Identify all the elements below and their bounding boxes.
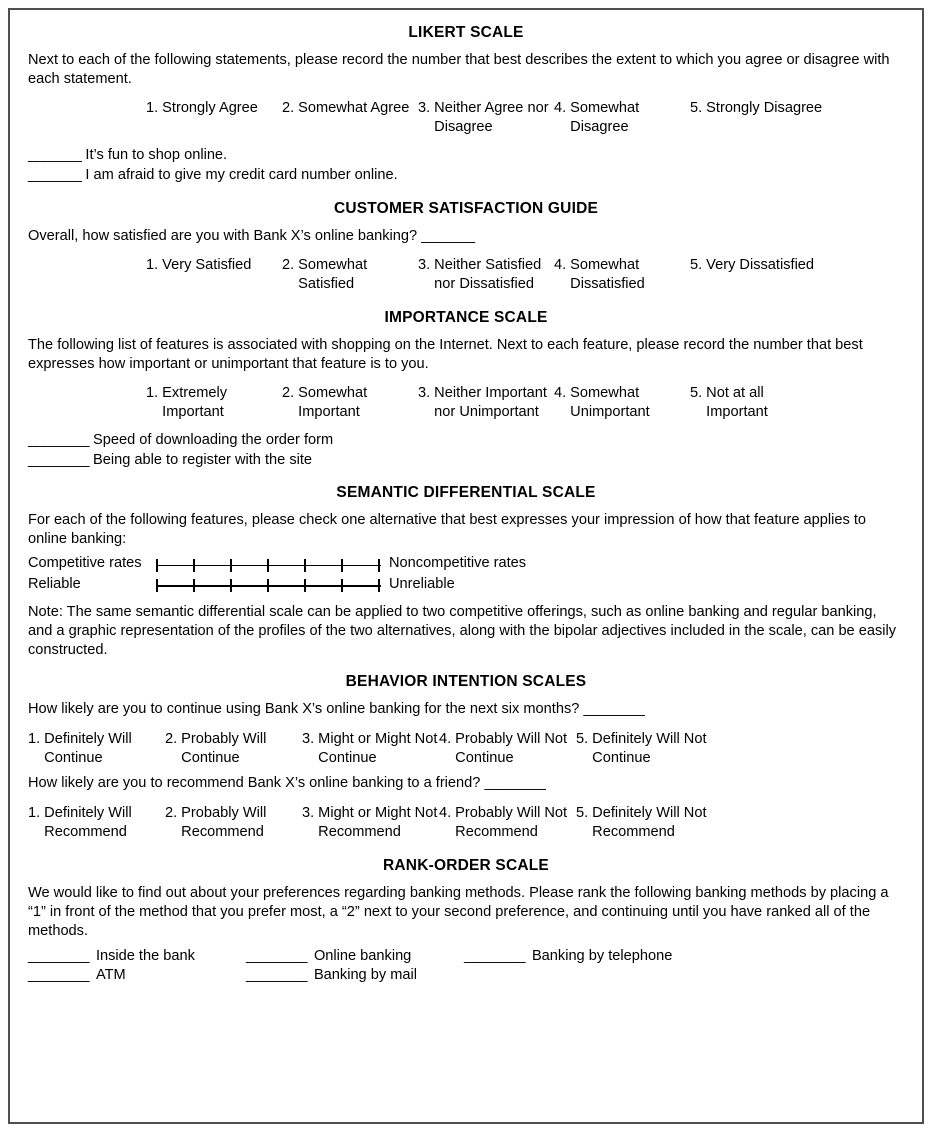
likert-anchor-5-number: 5. [690, 99, 703, 116]
satisfaction-anchor-4 [554, 256, 690, 295]
importance-anchor-row [28, 384, 904, 423]
importance-anchor-1-number: 1. [146, 384, 159, 401]
rank-item-5-label: Banking by mail [313, 967, 417, 984]
likert-anchor-3-number: 3. [418, 99, 431, 116]
survey-form-frame [8, 8, 924, 1124]
satisfaction-anchor-4-label: Somewhat Dissatisfied [570, 256, 645, 293]
rank-row-2 [28, 966, 904, 986]
rank-item-banking-by-mail [246, 966, 464, 986]
likert-item-2 [28, 166, 904, 185]
rank-item-4-blank[interactable]: ________ [28, 967, 89, 984]
likert-anchor-3 [418, 99, 554, 138]
rank-item-banking-by-telephone [464, 947, 682, 967]
semantic-note: Note: The same semantic differential scale can be applied to two competitive offerings, such as online banking and regular banking, and a graphic representation of the profiles of the two alternatives, along with the bipolar adjectives included in the scale, can be easily constructed. [28, 604, 897, 659]
behavior-question-1 [28, 700, 904, 719]
semantic-tick-2[interactable] [193, 559, 195, 572]
behavior-2-anchor-5-label: Definitely Will Not Recommend [592, 804, 707, 841]
likert-anchor-row [28, 99, 904, 138]
importance-anchor-5-label: Not at all Important [706, 384, 768, 421]
satisfaction-anchor-2 [282, 256, 418, 295]
rank-item-atm [28, 966, 246, 986]
section-title-satisfaction: CUSTOMER SATISFACTION GUIDE [333, 199, 599, 217]
semantic-pair-1-right-label: Noncompetitive rates [389, 555, 527, 572]
behavior-anchor-row-2 [28, 804, 904, 843]
behavior-1-anchor-1-number: 1. [28, 730, 41, 747]
importance-anchor-1-label: Extremely Important [162, 384, 228, 421]
satisfaction-question [28, 227, 904, 246]
section-title-rank: RANK-ORDER SCALE [383, 856, 549, 874]
likert-item-1-label: It’s fun to shop online. [85, 146, 228, 163]
rank-item-3-blank[interactable]: ________ [464, 947, 525, 964]
satisfaction-answer-blank[interactable]: _______ [421, 227, 475, 244]
satisfaction-anchor-3-label: Neither Satisfied nor Dissatisfied [434, 256, 542, 293]
importance-anchor-4-label: Somewhat Unimportant [570, 384, 650, 421]
semantic-tick-7[interactable] [378, 579, 380, 592]
importance-item-1-label: Speed of downloading the order form [93, 431, 334, 448]
behavior-2-anchor-4-label: Probably Will Not Recommend [455, 804, 568, 841]
likert-anchor-4 [554, 99, 690, 138]
likert-item-1 [28, 146, 904, 165]
behavior-1-anchor-1 [28, 730, 165, 769]
behavior-2-anchor-2-label: Probably Will Recommend [181, 804, 267, 841]
semantic-pair-1-left-label: Competitive rates [28, 555, 142, 572]
behavior-1-anchor-2-label: Probably Will Continue [181, 730, 267, 766]
satisfaction-question-text: Overall, how satisfied are you with Bank X’s online banking? [28, 227, 418, 244]
likert-item-1-blank[interactable]: _______ [28, 146, 82, 163]
semantic-instructions: For each of the following features, please check one alternative that best expresses your impression of how that feature applies to online banking: [28, 512, 866, 548]
semantic-tick-3[interactable] [230, 559, 232, 572]
behavior-1-anchor-5-label: Definitely Will Not Continue [592, 730, 707, 766]
importance-item-2-label: Being able to register with the site [93, 451, 313, 468]
behavior-1-anchor-3-label: Might or Might Not Continue [318, 730, 438, 766]
semantic-tick-2[interactable] [193, 579, 195, 592]
rank-item-2-label: Online banking [313, 947, 412, 964]
likert-anchor-2 [282, 99, 418, 138]
behavior-2-anchor-4-number: 4. [439, 804, 452, 821]
satisfaction-anchor-2-number: 2. [282, 256, 295, 273]
likert-item-2-blank[interactable]: _______ [28, 167, 82, 184]
behavior-1-anchor-3 [302, 730, 439, 769]
semantic-tick-6[interactable] [341, 559, 343, 572]
importance-instructions: The following list of features is associated with shopping on the Internet. Next to each feature, please record the number that best expresses how important or unimportant that feature is to you. [28, 336, 863, 372]
rank-item-4-label: ATM [95, 967, 126, 984]
importance-anchor-3-label: Neither Important nor Unimportant [434, 384, 547, 421]
behavior-1-anchor-5-number: 5. [576, 730, 589, 747]
importance-item-1 [28, 431, 904, 450]
behavior-1-anchor-4 [439, 730, 576, 769]
likert-item-2-label: I am afraid to give my credit card number online. [85, 167, 398, 184]
behavior-1-anchor-3-number: 3. [302, 730, 315, 747]
behavior-2-anchor-2-number: 2. [165, 804, 178, 821]
semantic-pair-2-scale[interactable] [156, 577, 381, 592]
rank-item-online-banking [246, 947, 464, 967]
behavior-1-anchor-2 [165, 730, 302, 769]
likert-anchor-5 [690, 99, 826, 138]
behavior-question-2-blank[interactable]: ________ [484, 775, 546, 792]
behavior-2-anchor-3-label: Might or Might Not Recommend [318, 804, 438, 841]
behavior-question-2-text: How likely are you to recommend Bank X’s online banking to a friend? [28, 775, 481, 792]
semantic-pair-1 [28, 555, 904, 573]
semantic-tick-5[interactable] [304, 559, 306, 572]
semantic-pair-1-scale[interactable] [156, 557, 381, 572]
likert-anchor-3-label: Neither Agree nor Disagree [434, 99, 549, 136]
importance-anchor-4-number: 4. [554, 384, 567, 401]
rank-item-1-blank[interactable]: ________ [28, 947, 89, 964]
likert-instructions: Next to each of the following statements, please record the number that best describes the extent to which you agree or disagree with each statement. [28, 52, 890, 87]
semantic-pair-2-right-label: Unreliable [389, 575, 455, 592]
likert-item-list [28, 146, 904, 186]
satisfaction-anchor-1-label: Very Satisfied [162, 256, 252, 273]
section-title-likert: LIKERT SCALE [408, 24, 524, 41]
semantic-tick-1[interactable] [156, 579, 158, 592]
rank-item-2-blank[interactable]: ________ [246, 947, 307, 964]
rank-instructions: We would like to find out about your preferences regarding banking methods. Please rank the following banking methods by placing a “1” in front of the method that you prefer most, a “2” next to your second preference, and continuing until you have ranked all of the methods. [28, 884, 889, 939]
importance-item-2 [28, 451, 904, 470]
behavior-2-anchor-3 [302, 804, 439, 843]
likert-anchor-1-label: Strongly Agree [162, 99, 258, 116]
behavior-2-anchor-2 [165, 804, 302, 843]
section-title-importance: IMPORTANCE SCALE [384, 308, 548, 326]
importance-anchor-2-label: Somewhat Important [298, 384, 368, 421]
importance-anchor-1 [146, 384, 282, 423]
semantic-tick-3[interactable] [230, 579, 232, 592]
semantic-tick-4[interactable] [267, 559, 269, 572]
satisfaction-anchor-1 [146, 256, 282, 295]
rank-item-5-blank[interactable]: ________ [246, 967, 307, 984]
behavior-2-anchor-5-number: 5. [576, 804, 589, 821]
semantic-tick-4[interactable] [267, 579, 269, 592]
rank-item-inside-the-bank [28, 947, 246, 967]
behavior-2-anchor-1-number: 1. [28, 804, 41, 821]
semantic-tick-5[interactable] [304, 579, 306, 592]
behavior-2-anchor-5 [576, 804, 713, 843]
importance-item-2-blank[interactable]: ________ [28, 451, 89, 468]
importance-anchor-3-number: 3. [418, 384, 431, 401]
importance-anchor-5-number: 5. [690, 384, 703, 401]
behavior-1-anchor-2-number: 2. [165, 730, 178, 747]
rank-item-1-label: Inside the bank [95, 947, 195, 964]
behavior-question-1-blank[interactable]: ________ [583, 701, 645, 718]
behavior-2-anchor-4 [439, 804, 576, 843]
satisfaction-anchor-row [28, 256, 904, 295]
satisfaction-anchor-3-number: 3. [418, 256, 431, 273]
satisfaction-anchor-2-label: Somewhat Satisfied [298, 256, 368, 293]
importance-anchor-2 [282, 384, 418, 423]
behavior-1-anchor-4-number: 4. [439, 730, 452, 747]
importance-item-list [28, 431, 904, 471]
likert-anchor-4-label: Somewhat Disagree [570, 99, 640, 136]
satisfaction-anchor-5-label: Very Dissatisfied [706, 256, 815, 273]
behavior-1-anchor-4-label: Probably Will Not Continue [455, 730, 568, 766]
likert-anchor-1-number: 1. [146, 99, 159, 116]
behavior-anchor-row-1 [28, 730, 904, 769]
semantic-pair-2-left-label: Reliable [28, 575, 81, 592]
importance-item-1-blank[interactable]: ________ [28, 431, 89, 448]
likert-anchor-5-label: Strongly Disagree [706, 99, 823, 116]
behavior-1-anchor-1-label: Definitely Will Continue [44, 730, 132, 766]
importance-anchor-2-number: 2. [282, 384, 295, 401]
semantic-tick-1[interactable] [156, 559, 158, 572]
likert-anchor-2-number: 2. [282, 99, 295, 116]
satisfaction-anchor-3 [418, 256, 554, 295]
rank-item-3-label: Banking by telephone [531, 947, 673, 964]
satisfaction-anchor-4-number: 4. [554, 256, 567, 273]
behavior-2-anchor-3-number: 3. [302, 804, 315, 821]
likert-anchor-4-number: 4. [554, 99, 567, 116]
section-title-semantic: SEMANTIC DIFFERENTIAL SCALE [336, 484, 596, 502]
satisfaction-anchor-1-number: 1. [146, 256, 159, 273]
semantic-tick-7[interactable] [378, 559, 380, 572]
likert-anchor-2-label: Somewhat Agree [298, 99, 410, 116]
section-title-behavior: BEHAVIOR INTENTION SCALES [345, 673, 587, 691]
likert-anchor-1 [146, 99, 282, 138]
semantic-tick-6[interactable] [341, 579, 343, 592]
behavior-2-anchor-1-label: Definitely Will Recommend [44, 804, 132, 841]
satisfaction-anchor-5-number: 5. [690, 256, 703, 273]
behavior-question-2 [28, 774, 904, 793]
behavior-2-anchor-1 [28, 804, 165, 843]
satisfaction-anchor-5 [690, 256, 826, 295]
semantic-pair-2 [28, 576, 904, 594]
rank-row-1 [28, 947, 904, 967]
behavior-question-1-text: How likely are you to continue using Bank X’s online banking for the next six months? [28, 701, 580, 718]
importance-anchor-5 [690, 384, 826, 423]
importance-anchor-3 [418, 384, 554, 423]
behavior-1-anchor-5 [576, 730, 713, 769]
importance-anchor-4 [554, 384, 690, 423]
